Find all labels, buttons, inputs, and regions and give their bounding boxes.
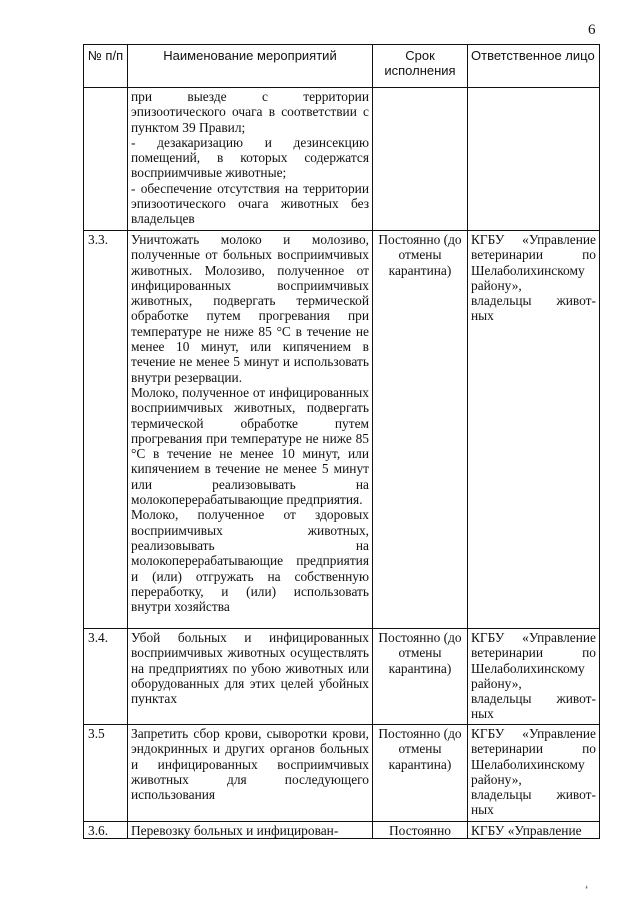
- cell-responsible: [468, 725, 600, 822]
- table-row-continued: [84, 88, 600, 231]
- cell-term: Постоянно (до отмены карантина): [373, 231, 468, 629]
- owners-word: ных: [471, 802, 494, 818]
- owners-word: живот-: [556, 293, 596, 309]
- owners-line: [471, 787, 596, 802]
- owners-word: владельцы: [471, 691, 532, 707]
- table-row: [84, 231, 600, 629]
- owners-word: живот-: [556, 787, 596, 803]
- owners-word: владельцы: [471, 293, 532, 309]
- column-header-number: № п/п: [84, 45, 128, 88]
- owners-word: живот-: [556, 691, 596, 707]
- cell-term: Постоянно (до отмены карантина): [373, 629, 468, 725]
- page-number: 6: [588, 22, 596, 38]
- cell-responsible: КГБУ «Управление: [468, 822, 600, 839]
- cell-measure-text: [128, 629, 373, 725]
- cell-responsible: [468, 231, 600, 629]
- owners-word: ных: [471, 706, 494, 722]
- column-header-responsible: Ответственное лицо: [468, 45, 600, 88]
- table-row: [84, 629, 600, 725]
- column-header-term: Срок исполнения: [373, 45, 468, 88]
- owners-line: [471, 293, 596, 308]
- owners-word: ных: [471, 308, 494, 324]
- cell-term: [373, 88, 468, 231]
- cell-number: [84, 88, 128, 231]
- cell-number: 3.6.: [84, 822, 128, 839]
- cell-number: 3.3.: [84, 231, 128, 629]
- cell-responsible: [468, 629, 600, 725]
- owners-word: владельцы: [471, 787, 532, 803]
- measure-paragraph: Молоко, полученное от здоровых восприимчивых животных, реализовывать на молокоперерабатывающие предприятия и (или) отгружать на собственную переработку, и (или) использовать внутри хозяйства: [131, 507, 369, 615]
- table-row: [84, 822, 600, 839]
- cell-measure-text: [128, 822, 373, 839]
- scan-mark: ❛: [585, 884, 588, 894]
- measures-table: [83, 44, 600, 839]
- measure-paragraph: Запретить сбор крови, сыворотки крови, эндокринных и других органов больных и инфицированных восприимчивых животных для последующего использования: [131, 726, 369, 803]
- responsible-org: КГБУ «Управление ветеринарии по Шелаболихинскому району»,: [471, 630, 596, 691]
- cell-responsible: [468, 88, 600, 231]
- column-header-measures: Наименование мероприятий: [128, 45, 373, 88]
- cell-term: Постоянно: [373, 822, 468, 839]
- cell-number: 3.4.: [84, 629, 128, 725]
- cell-measure-text: [128, 231, 373, 629]
- responsible-org: КГБУ «Управление ветеринарии по Шелаболихинскому району»,: [471, 726, 596, 787]
- cell-number: 3.5: [84, 725, 128, 822]
- table-row: [84, 725, 600, 822]
- measure-paragraph: Убой больных и инфицированных восприимчивых животных осуществлять на предприятиях по убою животных или оборудованных для этих целей убойных пунктах: [131, 630, 369, 707]
- measure-paragraph: Перевозку больных и инфицирован-: [131, 823, 339, 838]
- cell-measure-text: при выезде с территории эпизоотического очага в соответствии с пунктом 39 Правил; - дезакаризацию и дезинсекцию помещений, в которых содержатся восприимчивые животные; - обеспечение отсутствия на территории эпизоотического очага животных без владельцев: [128, 88, 373, 231]
- measure-paragraph: Уничтожать молоко и молозиво, полученные от больных восприимчивых животных. Молозиво, полученное от инфицированных восприимчивых животных, подвергать термической обработке путем прогревания при температуре не ниже 85 °С в течение не менее 10 минут, или кипячением в течение не менее 5 минут и использовать внутри резервации.: [131, 232, 369, 385]
- owners-line: [471, 691, 596, 706]
- table-header-row: [84, 45, 600, 88]
- responsible-org: КГБУ «Управление ветеринарии по Шелаболихинскому району»,: [471, 232, 596, 293]
- cell-term: Постоянно (до отмены карантина): [373, 725, 468, 822]
- measure-paragraph: Молоко, полученное от инфицированных восприимчивых животных, подвергать термической обработке путем прогревания при температуре не ниже 85 °С в течение не менее 10 минут, или кипячением в течение не менее 5 минут или реализовывать на молокоперерабатывающие предприятия.: [131, 384, 369, 508]
- cell-measure-text: [128, 725, 373, 822]
